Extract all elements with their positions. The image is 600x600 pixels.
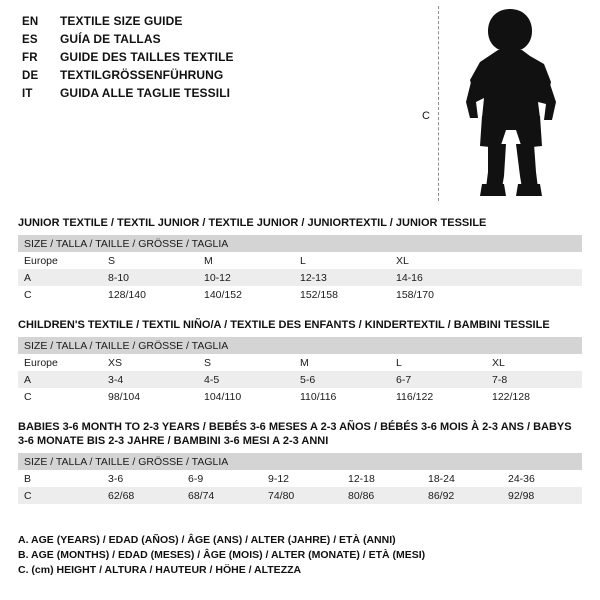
language-row (22, 12, 442, 30)
table-row (18, 470, 582, 487)
language-title: TEXTILE SIZE GUIDE (60, 14, 183, 28)
cell: 10-12 (198, 269, 294, 286)
cell: 92/98 (502, 487, 582, 504)
row-label: Europe (18, 354, 102, 371)
cell: 9-12 (262, 470, 342, 487)
cell: 12-13 (294, 269, 390, 286)
cell: 122/128 (486, 388, 582, 405)
table-row (18, 269, 582, 286)
cell: 80/86 (342, 487, 422, 504)
children-size-table (18, 337, 582, 405)
cell: 3-6 (102, 470, 182, 487)
section-babies (18, 420, 582, 504)
row-label: C (18, 388, 102, 405)
cell: 110/116 (294, 388, 390, 405)
language-title: GUIDA ALLE TAGLIE TESSILI (60, 86, 231, 100)
table-row (18, 286, 582, 303)
language-code: ES (22, 34, 38, 46)
language-row (22, 30, 442, 48)
cell (486, 269, 582, 286)
row-label: B (18, 470, 102, 487)
language-code: FR (22, 52, 38, 64)
cell: L (390, 354, 486, 371)
legend (18, 533, 582, 578)
cell: 24-36 (502, 470, 582, 487)
figure-area (422, 6, 582, 201)
section-title: BABIES 3-6 MONTH TO 2-3 YEARS / BEBÉS 3-6 MESES A 2-3 AÑOS / BÉBÉS 3-6 MOIS À 2-3 ANS / BABYS 3-6 MONATE BIS 2-3 JAHRE / BAMBINI 3-6 MESI A 2-3 ANNI (18, 421, 572, 447)
measure-label-c: C (422, 110, 430, 122)
language-code: EN (22, 16, 39, 28)
cell: 12-18 (342, 470, 422, 487)
height-measure-line (438, 6, 439, 201)
language-row (22, 84, 442, 102)
cell: 6-9 (182, 470, 262, 487)
table-head-row (18, 453, 582, 470)
table-head-label: SIZE / TALLA / TAILLE / GRÖSSE / TAGLIA (18, 453, 582, 470)
cell: L (294, 252, 390, 269)
table-row (18, 252, 582, 269)
cell: 116/122 (390, 388, 486, 405)
cell (486, 252, 582, 269)
cell: 152/158 (294, 286, 390, 303)
language-title: GUÍA DE TALLAS (60, 32, 161, 46)
cell: XS (102, 354, 198, 371)
cell: 104/110 (198, 388, 294, 405)
cell: 5-6 (294, 371, 390, 388)
section-title: CHILDREN'S TEXTILE / TEXTIL NIÑO/A / TEXTILE DES ENFANTS / KINDERTEXTIL / BAMBINI TESSILE (18, 319, 550, 331)
legend-line-c: C. (cm) HEIGHT / ALTURA / HAUTEUR / HÖHE / ALTEZZA (18, 564, 302, 576)
row-label: C (18, 487, 102, 504)
cell: 18-24 (422, 470, 502, 487)
cell: 6-7 (390, 371, 486, 388)
cell: 128/140 (102, 286, 198, 303)
babies-size-table (18, 453, 582, 504)
legend-line-a: A. AGE (YEARS) / EDAD (AÑOS) / ÂGE (ANS) / ALTER (JAHRE) / ETÀ (ANNI) (18, 534, 396, 546)
row-label: A (18, 269, 102, 286)
row-label: A (18, 371, 102, 388)
table-row (18, 487, 582, 504)
table-head-label: SIZE / TALLA / TAILLE / GRÖSSE / TAGLIA (18, 235, 582, 252)
cell: XL (390, 252, 486, 269)
junior-size-table (18, 235, 582, 303)
language-row (22, 48, 442, 66)
row-label: C (18, 286, 102, 303)
cell: 158/170 (390, 286, 486, 303)
table-head-row (18, 337, 582, 354)
cell (486, 286, 582, 303)
table-row (18, 388, 582, 405)
language-title: GUIDE DES TAILLES TEXTILE (60, 50, 234, 64)
table-head-label: SIZE / TALLA / TAILLE / GRÖSSE / TAGLIA (18, 337, 582, 354)
cell: 68/74 (182, 487, 262, 504)
cell: XL (486, 354, 582, 371)
table-head-row (18, 235, 582, 252)
cell: 14-16 (390, 269, 486, 286)
cell: 74/80 (262, 487, 342, 504)
table-row (18, 371, 582, 388)
language-code: IT (22, 88, 33, 100)
cell: S (198, 354, 294, 371)
section-junior (18, 216, 582, 303)
cell: M (198, 252, 294, 269)
language-code: DE (22, 70, 39, 82)
table-row (18, 354, 582, 371)
child-silhouette-icon (452, 6, 572, 201)
section-title: JUNIOR TEXTILE / TEXTIL JUNIOR / TEXTILE JUNIOR / JUNIORTEXTIL / JUNIOR TESSILE (18, 217, 487, 229)
row-label: Europe (18, 252, 102, 269)
cell: 86/92 (422, 487, 502, 504)
cell: 140/152 (198, 286, 294, 303)
cell: S (102, 252, 198, 269)
cell: 98/104 (102, 388, 198, 405)
section-children (18, 318, 582, 405)
cell: 3-4 (102, 371, 198, 388)
language-title: TEXTILGRÖSSENFÜHRUNG (60, 68, 224, 82)
cell: 8-10 (102, 269, 198, 286)
cell: 4-5 (198, 371, 294, 388)
legend-line-b: B. AGE (MONTHS) / EDAD (MESES) / ÂGE (MOIS) / ALTER (MONATE) / ETÀ (MESI) (18, 549, 426, 561)
cell: 7-8 (486, 371, 582, 388)
language-row (22, 66, 442, 84)
language-header (22, 12, 442, 102)
cell: M (294, 354, 390, 371)
cell: 62/68 (102, 487, 182, 504)
